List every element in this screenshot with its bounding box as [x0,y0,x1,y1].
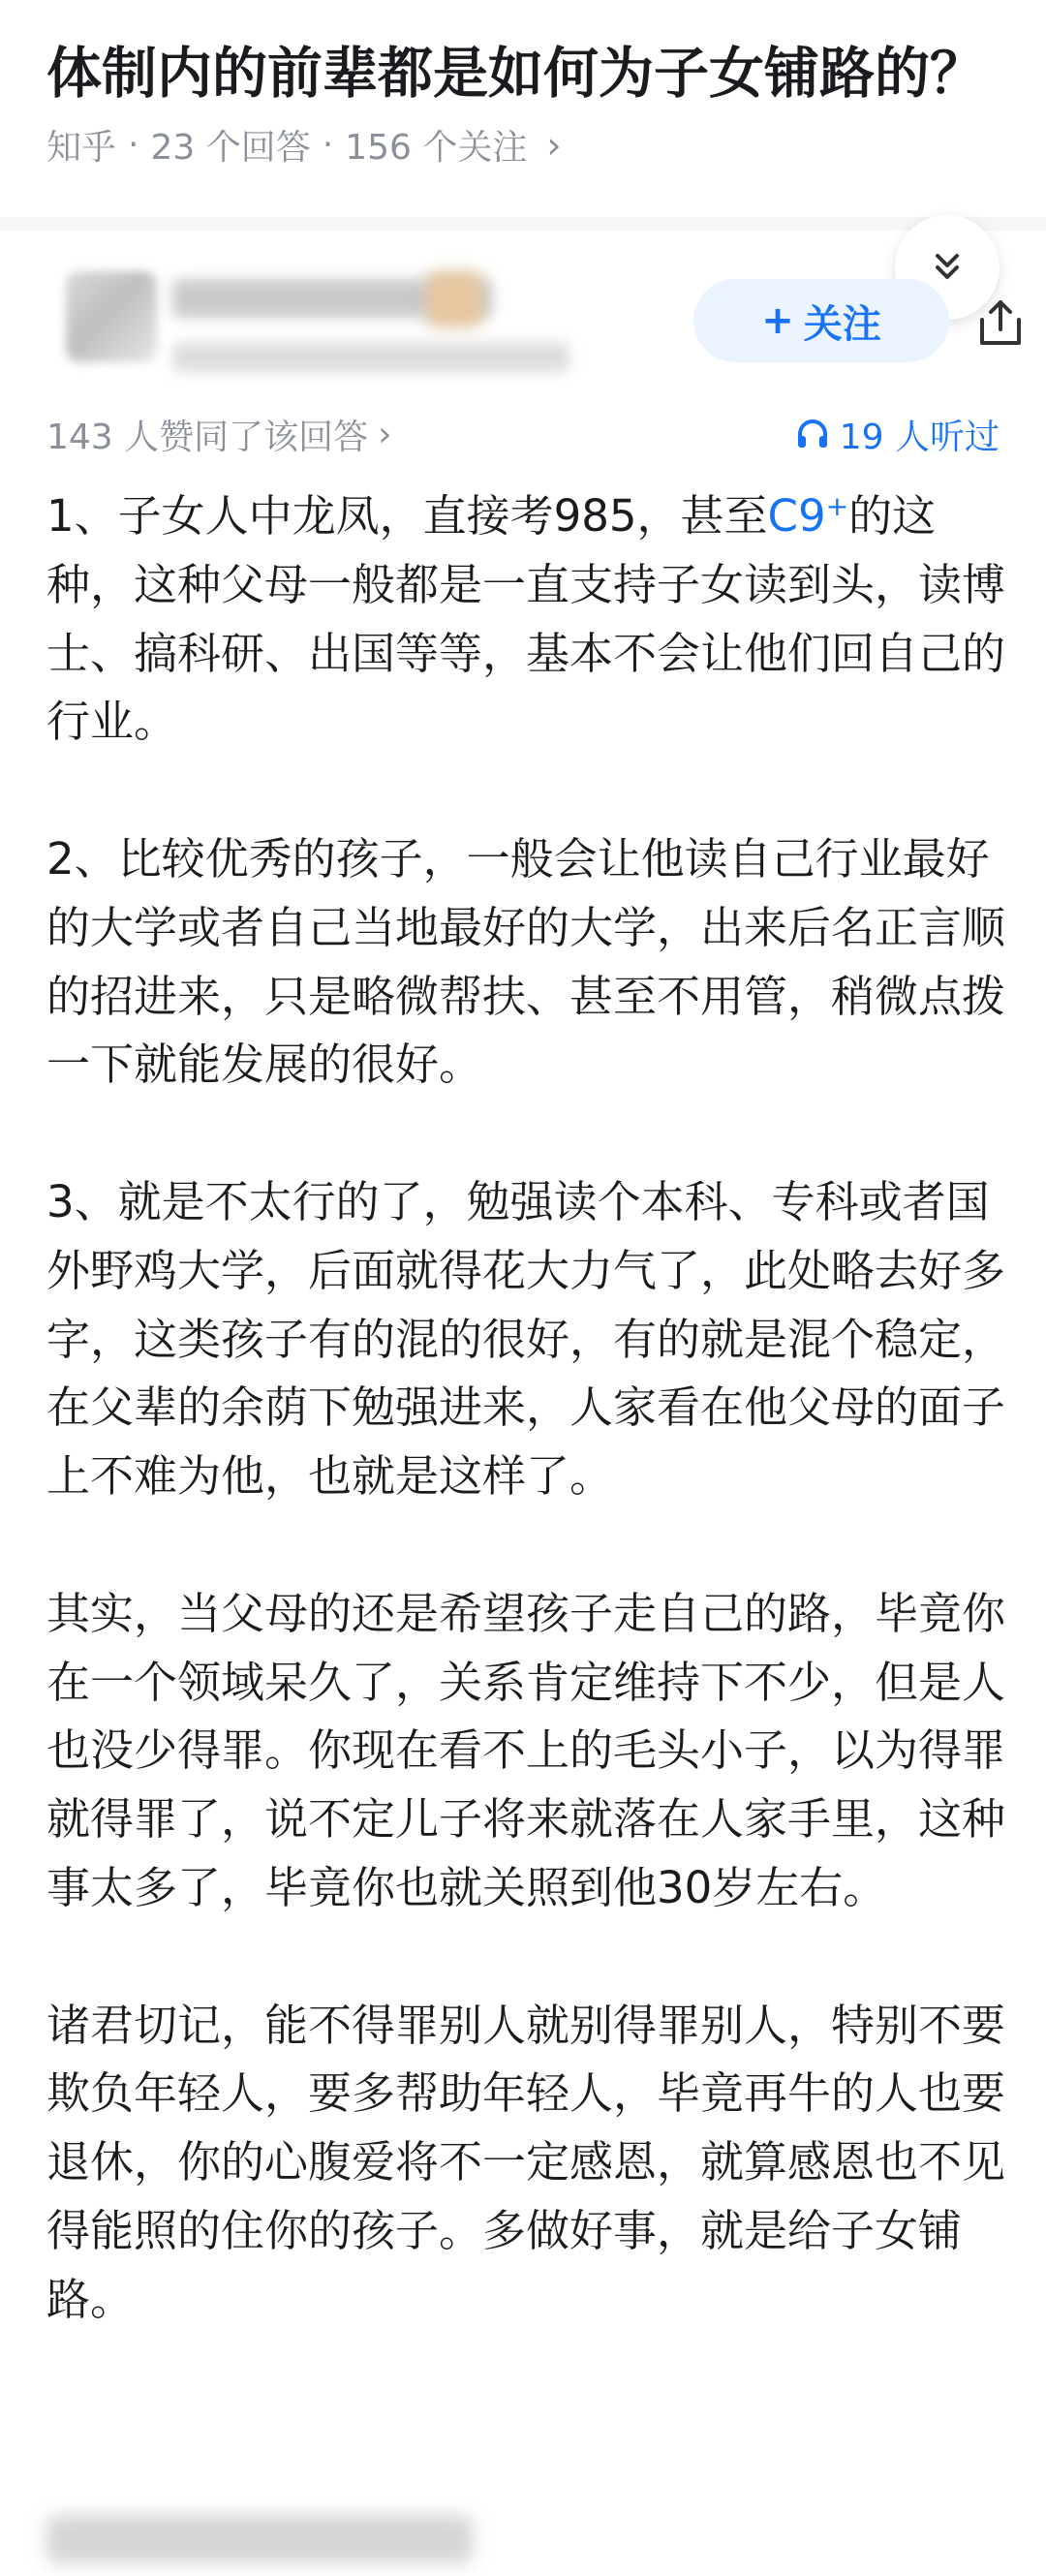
question-meta[interactable] [46,120,562,170]
author-badge-blurred [426,271,482,327]
follower-count: 156 个关注 [345,128,528,168]
answer-paragraph: 诸君切记，能不得罪别人就别得罪别人，特别不要欺负年轻人，要多帮助年轻人，毕竟再牛的人也要退休，你的心腹爱将不一定感恩，就算感恩也不见得能照的住你的孩子。多做好事，就是给子女铺路。 [46,1999,1006,2325]
answer-paragraph [46,473,1005,757]
headphones-icon [795,417,830,451]
blurred-footer-text [46,2515,473,2563]
question-title[interactable]: 体制内的前辈都是如何为子女铺路的？ [46,42,985,106]
answer-body [46,473,1005,2403]
listen-link[interactable] [795,410,1000,459]
follow-button[interactable] [693,279,949,362]
share-icon[interactable] [974,298,1027,351]
plus-icon: + [761,298,794,343]
meta-separator: · [128,125,139,165]
answer-paragraph: 其实，当父母的还是希望孩子走自己的路，毕竟你在一个领域呆久了，关系肯定维持下不少，但是人也没少得罪。你现在看不上的毛头小子，以为得罪就得罪了，说不定儿子将来就落在人家手里，这种事太多了，毕竟你也就关照到他30岁左右。 [46,1587,1006,1913]
listen-count: 19 人听过 [839,417,1000,457]
c9-link-label: C9 [767,490,826,542]
answer-text: 的这种，这种父母一般都是一直支持子女读到头，读博士、搞科研、出国等等，基本不会让他们回自己的行业。 [46,490,1006,748]
answer-paragraph: 3、就是不太行的了，勉强读个本科、专科或者国外野鸡大学，后面就得花大力气了，此处略去好多字，这类孩子有的混的很好，有的就是混个稳定，在父辈的余荫下勉强进来，人家看在他父母的面子上不难为他，也就是这样了。 [46,1175,1006,1503]
author-signature-blurred [172,343,569,372]
avatar[interactable] [66,271,157,362]
answer-text: 1、子女人中龙凤，直接考985，甚至 [46,490,768,542]
answer-count: 23 个回答 [150,128,311,168]
author-row [46,250,1005,395]
answer-stats [46,405,1000,463]
source-label: 知乎 [46,128,117,168]
likes-link[interactable] [46,410,392,459]
section-divider [0,217,1046,231]
chevron-right-icon: › [546,123,562,167]
search-mark-icon: + [825,490,849,522]
likes-count: 143 人赞同了该回答 [46,417,369,457]
chevron-right-icon: › [378,414,392,454]
answer-paragraph: 2、比较优秀的孩子，一般会让他读自己行业最好的大学或者自己当地最好的大学，出来后名正言顺的招进来，只是略微帮扶、甚至不用管，稍微点拨一下就能发展的很好。 [46,832,1006,1091]
follow-label: 关注 [803,301,881,347]
meta-separator: · [322,125,334,165]
c9-link[interactable] [768,490,849,542]
